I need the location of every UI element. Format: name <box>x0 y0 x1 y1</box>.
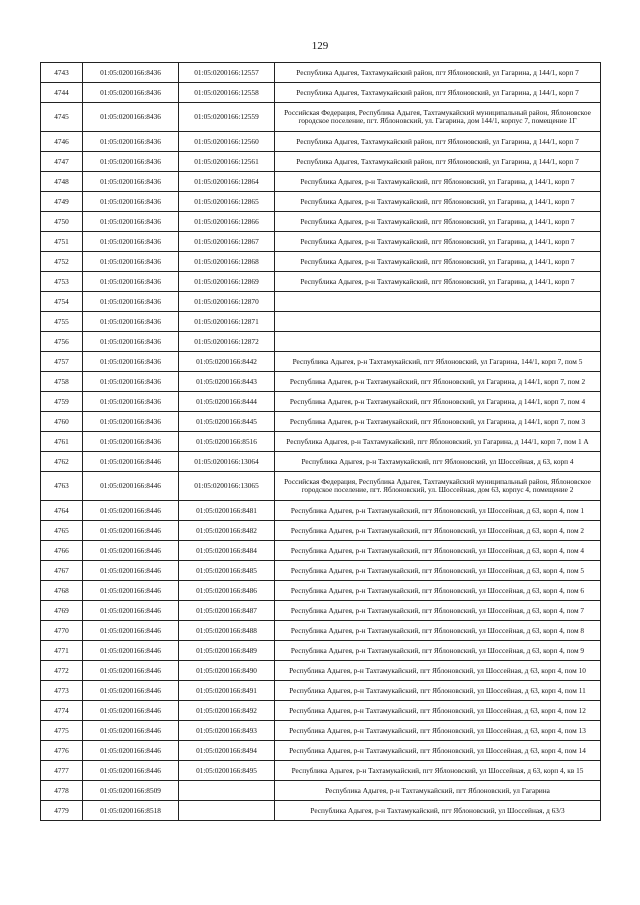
address-cell: Республика Адыгея, р-н Тахтамукайский, пгт Яблоновский, ул Гагарина, д 144/1, корп 7 <box>275 212 601 232</box>
table-row <box>41 501 601 521</box>
address-cell: Республика Адыгея, р-н Тахтамукайский, пгт Яблоновский, ул Гагарина, д 144/1, корп 7, пом 3 <box>275 412 601 432</box>
row-number: 4765 <box>41 521 83 541</box>
parent-cadastral-number: 01:05:0200166:8436 <box>83 272 179 292</box>
table-row <box>41 372 601 392</box>
row-number: 4751 <box>41 232 83 252</box>
parent-cadastral-number: 01:05:0200166:8436 <box>83 292 179 312</box>
cadastral-number: 01:05:0200166:8444 <box>179 392 275 412</box>
table-row <box>41 172 601 192</box>
row-number: 4762 <box>41 452 83 472</box>
address-cell: Республика Адыгея, Тахтамукайский район, пгт Яблоновский, ул Гагарина, д 144/1, корп 7 <box>275 152 601 172</box>
parent-cadastral-number: 01:05:0200166:8446 <box>83 601 179 621</box>
parent-cadastral-number: 01:05:0200166:8436 <box>83 412 179 432</box>
parent-cadastral-number: 01:05:0200166:8446 <box>83 521 179 541</box>
table-row <box>41 621 601 641</box>
cadastral-number: 01:05:0200166:13065 <box>179 472 275 501</box>
row-number: 4778 <box>41 781 83 801</box>
parent-cadastral-number: 01:05:0200166:8436 <box>83 83 179 103</box>
row-number: 4777 <box>41 761 83 781</box>
parent-cadastral-number: 01:05:0200166:8436 <box>83 103 179 132</box>
row-number: 4750 <box>41 212 83 232</box>
table-row <box>41 312 601 332</box>
parent-cadastral-number: 01:05:0200166:8436 <box>83 312 179 332</box>
table-row <box>41 252 601 272</box>
parent-cadastral-number: 01:05:0200166:8446 <box>83 541 179 561</box>
cadastral-number <box>179 801 275 821</box>
parent-cadastral-number: 01:05:0200166:8436 <box>83 372 179 392</box>
parent-cadastral-number: 01:05:0200166:8446 <box>83 561 179 581</box>
cadastral-number: 01:05:0200166:12865 <box>179 192 275 212</box>
parent-cadastral-number: 01:05:0200166:8509 <box>83 781 179 801</box>
table-row <box>41 661 601 681</box>
cadastral-number: 01:05:0200166:8487 <box>179 601 275 621</box>
row-number: 4767 <box>41 561 83 581</box>
parent-cadastral-number: 01:05:0200166:8436 <box>83 172 179 192</box>
cadastral-number: 01:05:0200166:12867 <box>179 232 275 252</box>
cadastral-number: 01:05:0200166:8490 <box>179 661 275 681</box>
row-number: 4774 <box>41 701 83 721</box>
address-cell <box>275 332 601 352</box>
cadastral-number: 01:05:0200166:12866 <box>179 212 275 232</box>
cadastral-number: 01:05:0200166:8489 <box>179 641 275 661</box>
cadastral-number: 01:05:0200166:8516 <box>179 432 275 452</box>
address-cell: Республика Адыгея, р-н Тахтамукайский, пгт Яблоновский, ул Шоссейная, д 63, корп 4, кв 15 <box>275 761 601 781</box>
row-number: 4773 <box>41 681 83 701</box>
parent-cadastral-number: 01:05:0200166:8436 <box>83 212 179 232</box>
address-cell <box>275 292 601 312</box>
row-number: 4771 <box>41 641 83 661</box>
address-cell <box>275 312 601 332</box>
table-row <box>41 681 601 701</box>
table-row <box>41 521 601 541</box>
row-number: 4755 <box>41 312 83 332</box>
cadastral-number: 01:05:0200166:12558 <box>179 83 275 103</box>
row-number: 4743 <box>41 63 83 83</box>
parent-cadastral-number: 01:05:0200166:8446 <box>83 761 179 781</box>
row-number: 4768 <box>41 581 83 601</box>
table-row <box>41 232 601 252</box>
table-row <box>41 701 601 721</box>
row-number: 4761 <box>41 432 83 452</box>
table-row <box>41 192 601 212</box>
cadastral-number: 01:05:0200166:12869 <box>179 272 275 292</box>
row-number: 4775 <box>41 721 83 741</box>
address-cell: Республика Адыгея, р-н Тахтамукайский, пгт Яблоновский, ул Гагарина, д 144/1, корп 7 <box>275 232 601 252</box>
table-row <box>41 581 601 601</box>
row-number: 4746 <box>41 132 83 152</box>
cadastral-number: 01:05:0200166:13064 <box>179 452 275 472</box>
table-row <box>41 641 601 661</box>
row-number: 4754 <box>41 292 83 312</box>
address-cell: Республика Адыгея, р-н Тахтамукайский, пгт Яблоновский, ул Шоссейная, д 63, корп 4, пом 2 <box>275 521 601 541</box>
table-row <box>41 212 601 232</box>
parent-cadastral-number: 01:05:0200166:8446 <box>83 721 179 741</box>
table-row <box>41 452 601 472</box>
parent-cadastral-number: 01:05:0200166:8446 <box>83 741 179 761</box>
cadastral-number: 01:05:0200166:12561 <box>179 152 275 172</box>
cadastral-number: 01:05:0200166:12864 <box>179 172 275 192</box>
address-cell: Республика Адыгея, р-н Тахтамукайский, пгт Яблоновский, ул Шоссейная, д 63, корп 4, пом 10 <box>275 661 601 681</box>
address-cell: Республика Адыгея, р-н Тахтамукайский, пгт Яблоновский, ул Гагарина, д 144/1, корп 7, пом 1 А <box>275 432 601 452</box>
address-cell: Республика Адыгея, р-н Тахтамукайский, пгт Яблоновский, ул Шоссейная, д 63, корп 4, пом 8 <box>275 621 601 641</box>
address-cell: Республика Адыгея, р-н Тахтамукайский, пгт Яблоновский, ул Шоссейная, д 63, корп 4 <box>275 452 601 472</box>
address-cell: Республика Адыгея, р-н Тахтамукайский, пгт Яблоновский, ул Шоссейная, д 63, корп 4, пом 9 <box>275 641 601 661</box>
address-cell: Республика Адыгея, Тахтамукайский район, пгт Яблоновский, ул Гагарина, д 144/1, корп 7 <box>275 63 601 83</box>
cadastral-number: 01:05:0200166:8485 <box>179 561 275 581</box>
cadastral-number: 01:05:0200166:8443 <box>179 372 275 392</box>
table-row <box>41 152 601 172</box>
table-row <box>41 432 601 452</box>
row-number: 4776 <box>41 741 83 761</box>
parent-cadastral-number: 01:05:0200166:8446 <box>83 452 179 472</box>
row-number: 4764 <box>41 501 83 521</box>
address-cell: Республика Адыгея, р-н Тахтамукайский, пгт Яблоновский, ул Гагарина, 144/1, корп 7, пом 5 <box>275 352 601 372</box>
table-row <box>41 601 601 621</box>
cadastral-number: 01:05:0200166:8442 <box>179 352 275 372</box>
address-cell: Республика Адыгея, р-н Тахтамукайский, пгт Яблоновский, ул Шоссейная, д 63, корп 4, пом 6 <box>275 581 601 601</box>
cadastral-number: 01:05:0200166:12557 <box>179 63 275 83</box>
cadastral-number <box>179 781 275 801</box>
parent-cadastral-number: 01:05:0200166:8436 <box>83 63 179 83</box>
row-number: 4747 <box>41 152 83 172</box>
cadastral-number: 01:05:0200166:12870 <box>179 292 275 312</box>
row-number: 4779 <box>41 801 83 821</box>
table-row <box>41 721 601 741</box>
address-cell: Республика Адыгея, р-н Тахтамукайский, пгт Яблоновский, ул Шоссейная, д 63/3 <box>275 801 601 821</box>
address-cell: Республика Адыгея, р-н Тахтамукайский, пгт Яблоновский, ул Шоссейная, д 63, корп 4, пом 7 <box>275 601 601 621</box>
registry-table-body <box>41 63 601 821</box>
table-row <box>41 472 601 501</box>
cadastral-number: 01:05:0200166:8481 <box>179 501 275 521</box>
address-cell: Республика Адыгея, р-н Тахтамукайский, пгт Яблоновский, ул Шоссейная, д 63, корп 4, пом 14 <box>275 741 601 761</box>
address-cell: Республика Адыгея, р-н Тахтамукайский, пгт Яблоновский, ул Шоссейная, д 63, корп 4, пом 4 <box>275 541 601 561</box>
table-row <box>41 132 601 152</box>
table-row <box>41 63 601 83</box>
table-row <box>41 412 601 432</box>
parent-cadastral-number: 01:05:0200166:8446 <box>83 681 179 701</box>
parent-cadastral-number: 01:05:0200166:8436 <box>83 132 179 152</box>
address-cell: Республика Адыгея, р-н Тахтамукайский, пгт Яблоновский, ул Шоссейная, д 63, корп 4, пом 11 <box>275 681 601 701</box>
parent-cadastral-number: 01:05:0200166:8436 <box>83 232 179 252</box>
table-row <box>41 761 601 781</box>
table-row <box>41 292 601 312</box>
row-number: 4760 <box>41 412 83 432</box>
parent-cadastral-number: 01:05:0200166:8436 <box>83 432 179 452</box>
cadastral-number: 01:05:0200166:8488 <box>179 621 275 641</box>
parent-cadastral-number: 01:05:0200166:8436 <box>83 392 179 412</box>
cadastral-number: 01:05:0200166:8494 <box>179 741 275 761</box>
row-number: 4769 <box>41 601 83 621</box>
parent-cadastral-number: 01:05:0200166:8436 <box>83 192 179 212</box>
address-cell: Республика Адыгея, р-н Тахтамукайский, пгт Яблоновский, ул Гагарина <box>275 781 601 801</box>
address-cell: Республика Адыгея, р-н Тахтамукайский, пгт Яблоновский, ул Шоссейная, д 63, корп 4, пом 13 <box>275 721 601 741</box>
row-number: 4758 <box>41 372 83 392</box>
cadastral-number: 01:05:0200166:8491 <box>179 681 275 701</box>
address-cell: Республика Адыгея, р-н Тахтамукайский, пгт Яблоновский, ул Гагарина, д 144/1, корп 7 <box>275 192 601 212</box>
row-number: 4752 <box>41 252 83 272</box>
table-row <box>41 741 601 761</box>
address-cell: Республика Адыгея, Тахтамукайский район, пгт Яблоновский, ул Гагарина, д 144/1, корп 7 <box>275 83 601 103</box>
row-number: 4770 <box>41 621 83 641</box>
parent-cadastral-number: 01:05:0200166:8446 <box>83 581 179 601</box>
registry-table <box>40 62 601 821</box>
cadastral-number: 01:05:0200166:12560 <box>179 132 275 152</box>
row-number: 4753 <box>41 272 83 292</box>
address-cell: Республика Адыгея, р-н Тахтамукайский, пгт Яблоновский, ул Гагарина, д 144/1, корп 7 <box>275 272 601 292</box>
address-cell: Республика Адыгея, р-н Тахтамукайский, пгт Яблоновский, ул Гагарина, д 144/1, корп 7 <box>275 172 601 192</box>
parent-cadastral-number: 01:05:0200166:8518 <box>83 801 179 821</box>
cadastral-number: 01:05:0200166:8493 <box>179 721 275 741</box>
cadastral-number: 01:05:0200166:12868 <box>179 252 275 272</box>
table-row <box>41 272 601 292</box>
address-cell: Российская Федерация, Республика Адыгея, Тахтамукайский муниципальный район, Яблоновское городское поселение, пгт. Яблоновский, ул. Шоссейная, дом 63, корпус 4, помещение 2 <box>275 472 601 501</box>
parent-cadastral-number: 01:05:0200166:8436 <box>83 352 179 372</box>
parent-cadastral-number: 01:05:0200166:8446 <box>83 701 179 721</box>
address-cell: Республика Адыгея, р-н Тахтамукайский, пгт Яблоновский, ул Шоссейная, д 63, корп 4, пом 1 <box>275 501 601 521</box>
row-number: 4744 <box>41 83 83 103</box>
table-row <box>41 83 601 103</box>
table-row <box>41 352 601 372</box>
row-number: 4763 <box>41 472 83 501</box>
table-row <box>41 392 601 412</box>
parent-cadastral-number: 01:05:0200166:8436 <box>83 252 179 272</box>
table-row <box>41 781 601 801</box>
table-row <box>41 541 601 561</box>
address-cell: Республика Адыгея, р-н Тахтамукайский, пгт Яблоновский, ул Гагарина, д 144/1, корп 7, пом 4 <box>275 392 601 412</box>
address-cell: Республика Адыгея, Тахтамукайский район, пгт Яблоновский, ул Гагарина, д 144/1, корп 7 <box>275 132 601 152</box>
parent-cadastral-number: 01:05:0200166:8446 <box>83 641 179 661</box>
address-cell: Республика Адыгея, р-н Тахтамукайский, пгт Яблоновский, ул Шоссейная, д 63, корп 4, пом 5 <box>275 561 601 581</box>
cadastral-number: 01:05:0200166:8495 <box>179 761 275 781</box>
address-cell: Республика Адыгея, р-н Тахтамукайский, пгт Яблоновский, ул Шоссейная, д 63, корп 4, пом 12 <box>275 701 601 721</box>
address-cell: Республика Адыгея, р-н Тахтамукайский, пгт Яблоновский, ул Гагарина, д 144/1, корп 7 <box>275 252 601 272</box>
cadastral-number: 01:05:0200166:8445 <box>179 412 275 432</box>
table-row <box>41 103 601 132</box>
parent-cadastral-number: 01:05:0200166:8436 <box>83 332 179 352</box>
cadastral-number: 01:05:0200166:8484 <box>179 541 275 561</box>
table-row <box>41 332 601 352</box>
address-cell: Республика Адыгея, р-н Тахтамукайский, пгт Яблоновский, ул Гагарина, д 144/1, корп 7, пом 2 <box>275 372 601 392</box>
row-number: 4745 <box>41 103 83 132</box>
row-number: 4772 <box>41 661 83 681</box>
parent-cadastral-number: 01:05:0200166:8446 <box>83 661 179 681</box>
cadastral-number: 01:05:0200166:12559 <box>179 103 275 132</box>
row-number: 4766 <box>41 541 83 561</box>
row-number: 4749 <box>41 192 83 212</box>
row-number: 4759 <box>41 392 83 412</box>
parent-cadastral-number: 01:05:0200166:8436 <box>83 152 179 172</box>
cadastral-number: 01:05:0200166:8492 <box>179 701 275 721</box>
page-number: 129 <box>311 40 329 52</box>
cadastral-number: 01:05:0200166:12871 <box>179 312 275 332</box>
table-row <box>41 561 601 581</box>
parent-cadastral-number: 01:05:0200166:8446 <box>83 472 179 501</box>
cadastral-number: 01:05:0200166:12872 <box>179 332 275 352</box>
cadastral-number: 01:05:0200166:8486 <box>179 581 275 601</box>
cadastral-number: 01:05:0200166:8482 <box>179 521 275 541</box>
row-number: 4757 <box>41 352 83 372</box>
parent-cadastral-number: 01:05:0200166:8446 <box>83 501 179 521</box>
parent-cadastral-number: 01:05:0200166:8446 <box>83 621 179 641</box>
address-cell: Российская Федерация, Республика Адыгея, Тахтамукайский муниципальный район, Яблоновское городское поселение, пгт. Яблоновский, ул. Гагарина, дом 144/1, корпус 7, помещение 1Г <box>275 103 601 132</box>
row-number: 4748 <box>41 172 83 192</box>
table-row <box>41 801 601 821</box>
row-number: 4756 <box>41 332 83 352</box>
